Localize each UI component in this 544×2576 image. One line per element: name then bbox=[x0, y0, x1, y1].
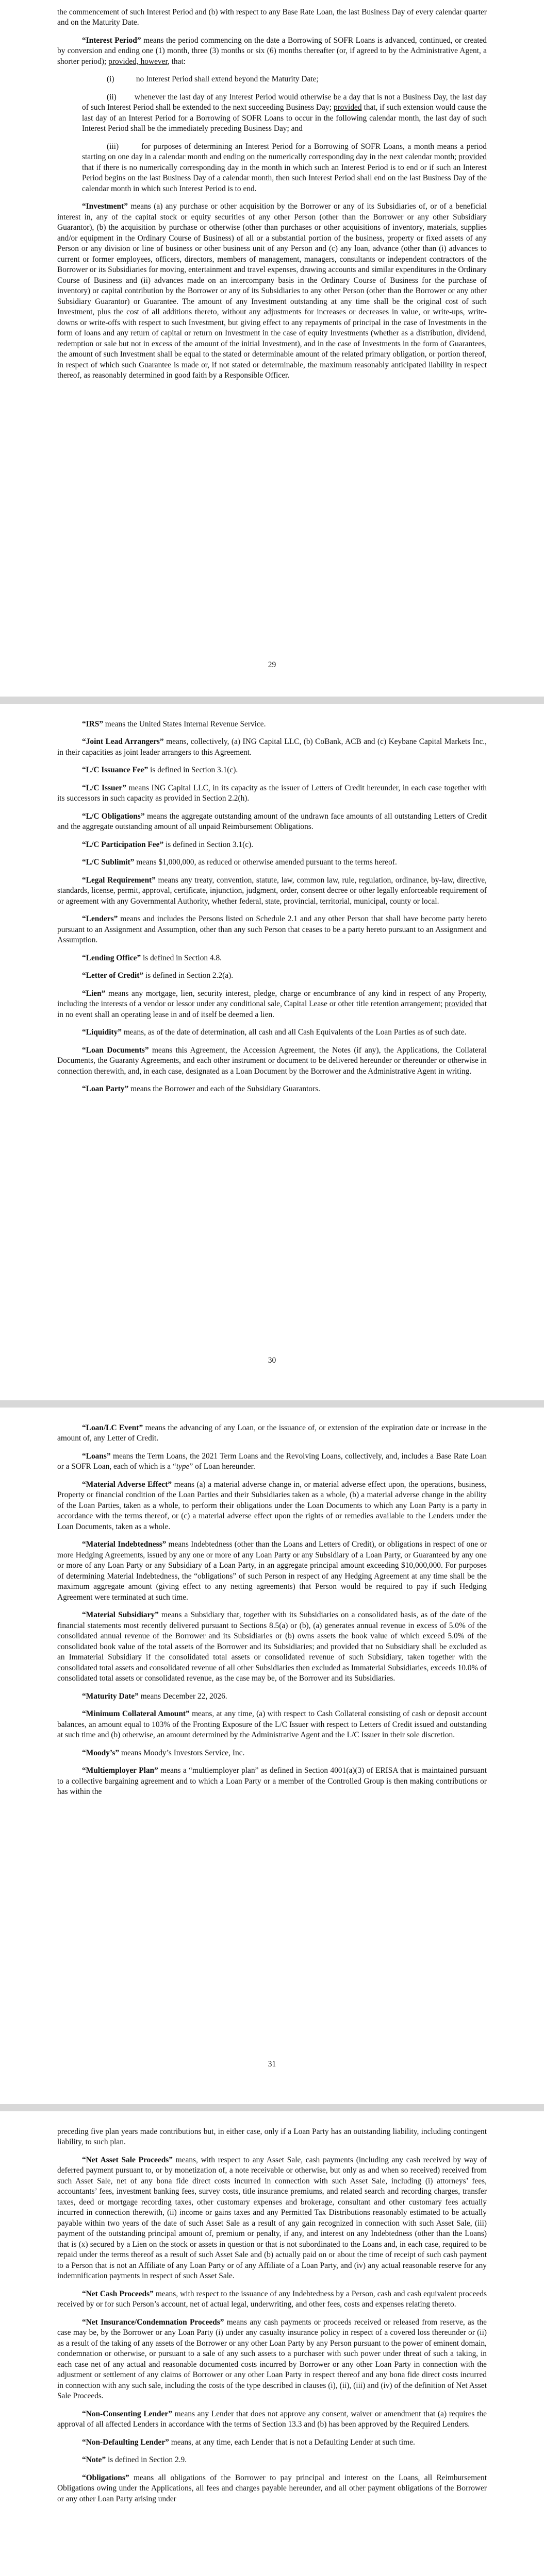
clause-ii: (ii) whenever the last day of any Interest Period would otherwise be a day that is not a Business Day, the last day of such Interest Period shall be extended to the next succeeding Business Day; provided that, if such extension would cause the last day of an Interest Period for a Borrowing of SOFR Loans to occur in the following calendar month, the last day of such Interest Period shall be the immediately preceding Business Day; and bbox=[82, 92, 487, 133]
definition-liquidity: “Liquidity” means, as of the date of determination, all cash and all Cash Equivalents of the Loan Parties as of such date. bbox=[82, 1028, 467, 1037]
definition-lc-obligations: “L/C Obligations” means the aggregate outstanding amount of the undrawn face amounts of all outstanding Letters of Credit and the aggregate outstanding amount of all unpaid Reimbursement Obligations. bbox=[57, 811, 487, 832]
definition-lenders: “Lenders” means and includes the Persons listed on Schedule 2.1 and any other Person that shall have become party hereto pursuant to an Assignment and Assumption, other than any such Person that ceases to be a party hereto pursuant to an Assignment and Assumption. bbox=[57, 914, 487, 945]
definition-obligations: “Obligations” means all obligations of the Borrower to pay principal and interest on the Loans, all Reimbursement Obligations owing under the Applications, all fees and charges payable hereunder, and all other payment obligations of the Borrower or any other Loan Party arising under bbox=[57, 2473, 487, 2503]
definition-irs: “IRS” means the United States Internal Revenue Service. bbox=[82, 720, 266, 728]
definition-lien: “Lien” means any mortgage, lien, security interest, pledge, charge or encumbrance of any kind in respect of any Property, including the interests of a vendor or lessor under any conditional sale, Capital Lease or other title retention arrangement; provided that in no event shall an operating lease in and of itself be deemed a lien. bbox=[57, 989, 487, 1019]
definition-lc-issuer: “L/C Issuer” means ING Capital LLC, in its capacity as the issuer of Letters of Credit hereunder, in each case together with its successors in such capacity as provided in Section 2.2(h). bbox=[57, 783, 487, 803]
definition-material-adverse-effect: “Material Adverse Effect” means (a) a material adverse change in, or material adverse effect upon, the operations, business, Property or financial condition of the Loan Parties and their Subsidiaries taken as a whole, (b) a material adverse change in the ability of the Loan Parties, taken as a whole, to perform their obligations under the Loan Documents to which any Loan Party is a party in accordance with the terms thereof, or (c) a material adverse effect upon the rights of or remedies available to the Lenders under the Loan Documents, taken as a whole. bbox=[57, 1480, 487, 1531]
defined-term: “Interest Period” bbox=[82, 36, 141, 45]
definition-loans: “Loans” means the Term Loans, the 2021 Term Loans and the Revolving Loans, collectively, and, includes a Base Rate Loan or a SOFR Loan, each of which is a “type” of Loan hereunder. bbox=[57, 1451, 487, 1471]
definition-material-indebtedness: “Material Indebtedness” means Indebtedness (other than the Loans and Letters of Credit), or obligations in respect of one or more Hedging Agreements, issued by any one or more of any Loan Party or any Subsidiary of a Loan Party, or Guaranteed by any one or more of any Loan Party or any Subsidiary of a Loan Party, in an aggregate principal amount exceeding $10,000,000. For purposes of determining Material Indebtedness, the “obligations” of such Person in respect of any Hedging Agreement at any time shall be the maximum aggregate amount (giving effect to any netting agreements) that Person would be required to pay if such Hedging Agreement were terminated at such time. bbox=[57, 1540, 487, 1602]
definition-net-asset-sale-proceeds: “Net Asset Sale Proceeds” means, with respect to any Asset Sale, cash payments (including any cash received by way of deferred payment pursuant to, or by monetization of, a note receivable or otherwise, but only as and when so received) received from such Asset Sale, net of any bona fide direct costs incurred in connection with such Asset Sale, including (i) attorneys’ fees, accountants’ fees, investment banking fees, survey costs, title insurance premiums, and related search and recording charges, transfer taxes, deed or mortgage recording taxes, other customary expenses and brokerage, consultant and other customary fees actually incurred in connection therewith, (ii) income or gains taxes and any Permitted Tax Distributions reasonably estimated to be actually payable within two years of the date of such Asset Sale as a result of any gain recognized in connection with such Asset Sale, (iii) payment of the outstanding principal amount of, premium or penalty, if any, and interest on any Indebtedness (other than the Loans) that is (x) secured by a Lien on the stock or assets in question or that is not subordinated to the Loans and, in each case, required to be repaid under the terms thereof as a result of such Asset Sale and (b) actually paid on or about the time of receipt of such cash payment to a Person that is not an Affiliate of any Loan Party or of any Affiliate of a Loan Party, and (iv) any actual reasonable reserve for any indemnification payments in respect of such Asset Sale. bbox=[57, 2155, 487, 2281]
clause-i: (i) no Interest Period shall extend beyond the Maturity Date; bbox=[107, 75, 319, 84]
definition-lending-office: “Lending Office” is defined in Section 4.8. bbox=[82, 953, 222, 962]
definition-multiemployer-plan: “Multiemployer Plan” means a “multiemployer plan” as defined in Section 4001(a)(3) of ERISA that is maintained pursuant to a collective bargaining agreement and to which a Loan Party or a member of the Controlled Group is then making contributions or has within the bbox=[57, 1766, 487, 1797]
definition-non-defaulting-lender: “Non-Defaulting Lender” means, at any time, each Lender that is not a Defaulting Lender at such time. bbox=[82, 2437, 415, 2447]
definition-minimum-collateral-amount: “Minimum Collateral Amount” means, at any time, (a) with respect to Cash Collateral consisting of cash or deposit account balances, an amount equal to 103% of the Fronting Exposure of the L/C Issuer with respect to Letters of Credit issued and outstanding at such time and (b) otherwise, an amount determined by the Administrative Agent and the L/C Issuer in their sole discretion. bbox=[57, 1709, 487, 1740]
document-page-29 bbox=[0, 0, 544, 697]
definition-lc-issuance-fee: “L/C Issuance Fee” is defined in Section 3.1(c). bbox=[82, 766, 238, 775]
definition-material-subsidiary: “Material Subsidiary” means a Subsidiary that, together with its Subsidiaries on a consolidated basis, as of the date of the financial statements most recently delivered pursuant to Sections 8.5(a) or (b), (a) generates annual revenue in excess of 5.0% of the consolidated annual revenue of the Borrower and its Subsidiaries or (b) owns assets the book value of which exceed 5.0% of the consolidated book value of the total assets of the Borrower and its Subsidiaries; and provided that no Subsidiary shall be excluded as an Immaterial Subsidiary if the consolidated total assets or consolidated revenue of such Subsidiary, taken together with the consolidated total assets and consolidated revenue of all other Subsidiaries then excluded as Immaterial Subsidiaries, exceeds 10.0% of consolidated total assets or consolidated revenue, as the case may be, of the Borrower and its Subsidiaries. bbox=[57, 1611, 487, 1683]
definition-loan-documents: “Loan Documents” means this Agreement, the Accession Agreement, the Notes (if any), the Applications, the Collateral Documents, the Guaranty Agreements, and each other instrument or document to be delivered hereunder or thereunder or otherwise in connection therewith, and, in each case, designated as a Loan Document by the Borrower and the Administrative Agent in writing. bbox=[57, 1045, 487, 1076]
definition-loan-party: “Loan Party” means the Borrower and each of the Subsidiary Guarantors. bbox=[82, 1084, 321, 1094]
definition-interest-period: “Interest Period” means the period commencing on the date a Borrowing of SOFR Loans is advanced, continued, or created by conversion and ending one (1) month, three (3) months or six (6) months thereafter (or, if agreed to by the Administrative Agent, a shorter period); provided, however, that: bbox=[57, 36, 487, 66]
definition-non-consenting-lender: “Non-Consenting Lender” means any Lender that does not approve any consent, waiver or amendment that (a) requires the approval of all affected Lenders in accordance with the terms of Section 13.3 and (b) has been approved by the Required Lenders. bbox=[57, 2409, 487, 2429]
definition-legal-requirement: “Legal Requirement” means any treaty, convention, statute, law, common law, rule, regulation, ordinance, by-law, directive, standards, license, permit, approval, certificate, injunction, judgment, order, consent decree or other legally enforceable requirement of or agreement with any Governmental Authority, whether federal, state, provincial, territorial, municipal, county or local. bbox=[57, 875, 487, 906]
clause-iii: (iii) for purposes of determining an Interest Period for a Borrowing of SOFR Loans, a month means a period starting on one day in a calendar month and ending on the numerically corresponding day in the next calendar month; provided that if there is no numerically corresponding day in the month in which such an Interest Period is to end or if such an Interest Period begins on the last Business Day of a calendar month, then such Interest Period shall end on the last Business Day of the calendar month in which such Interest Period is to end. bbox=[82, 142, 487, 193]
definition-net-insurance-condemnation-proceeds: “Net Insurance/Condemnation Proceeds” means any cash payments or proceeds received or released from reserve, as the case may be, by the Borrower or any Loan Party (i) under any casualty insurance policy in respect of a covered loss thereunder or (ii) as a result of the taking of any assets of the Borrower or any other Loan Party by any Person pursuant to the power of eminent domain, condemnation or otherwise, or pursuant to a sale of any such assets to a purchaser with such power under threat of such a taking, in each case net of any actual and reasonable documented costs incurred by Borrower or any other Loan Party in connection with the adjustment or settlement of any claims of Borrower or any other Loan Party in respect thereof and any bona fide direct costs incurred in connection with any such sale, including the costs of the type described in clauses (i), (ii), (iii) and (iv) of the definition of Net Asset Sale Proceeds. bbox=[57, 2317, 487, 2401]
definition-letter-of-credit: “Letter of Credit” is defined in Section 2.2(a). bbox=[82, 971, 234, 980]
defined-term: “Investment” bbox=[82, 202, 128, 211]
definition-joint-lead-arrangers: “Joint Lead Arrangers” means, collectively, (a) ING Capital LLC, (b) CoBank, ACB and (c) Keybane Capital Markets Inc., in their capacities as joint leader arrangers to this Agreement. bbox=[57, 737, 487, 757]
definition-loan-lc-event: “Loan/LC Event” means the advancing of any Loan, or the issuance of, or extension of the expiration date or increase in the amount of, any Letter of Credit. bbox=[57, 1423, 487, 1443]
definition-net-cash-proceeds: “Net Cash Proceeds” means, with respect to the issuance of any Indebtedness by a Person, cash and cash equivalent proceeds received by or for such Person’s account, net of actual legal, underwriting, and other fees, costs and expenses relating thereto. bbox=[57, 2289, 487, 2309]
page-number: 30 bbox=[268, 1356, 276, 1365]
document-page-31 bbox=[0, 1408, 544, 2104]
definition-lc-participation-fee: “L/C Participation Fee” is defined in Section 3.1(c). bbox=[82, 840, 254, 849]
definition-lc-sublimit: “L/C Sublimit” means $1,000,000, as reduced or otherwise amended pursuant to the terms hereof. bbox=[82, 858, 397, 867]
definition-maturity-date: “Maturity Date” means December 22, 2026. bbox=[82, 1691, 227, 1701]
document-page-32 bbox=[0, 2111, 544, 2576]
definition-moodys: “Moody’s” means Moody’s Investors Service, Inc. bbox=[82, 1748, 245, 1757]
page-number: 31 bbox=[268, 2060, 276, 2069]
continuation-paragraph: preceding five plan years made contributions but, in either case, only if a Loan Party has an outstanding liability, including contingent liability, to such plan. bbox=[57, 2127, 487, 2147]
definition-investment: “Investment” means (a) any purchase or other acquisition by the Borrower or any of its Subsidiaries of, or of a beneficial interest in, any of the capital stock or equity securities of any other Person (other than the Borrower or any other Subsidiary Guarantor), (b) the acquisition by purchase or otherwise (other than purchases or other acquisitions of inventory, materials, supplies and/or equipment in the Ordinary Course of Business) of all or a substantial portion of the business, property or fixed assets of any Person or any division or line of business or other business unit of any Person and (c) any loan, advance (other than (i) advances to current or former employees, officers, directors, members of management, managers, consultants or independent contractors of the Borrower or its Subsidiaries for moving, entertainment and travel expenses, drawing accounts and similar expenditures in the Ordinary Course of Business and (ii) advances made on an intercompany basis in the Ordinary Course of Business for the purchase of inventory) or capital contribution by the Borrower or any of its Subsidiaries to any other Person (other than the Borrower or any other Subsidiary Guarantor) or Guarantee. The amount of any Investment outstanding at any time shall be the original cost of such Investment, plus the cost of all additions thereto, without any adjustments for increases or decreases in value, or write-ups, write-downs or write-offs with respect to such Investment, but giving effect to any repayments of principal in the case of Investments in the form of loans and any return of capital or return on Investment in the case of equity Investments (whether as a distribution, dividend, redemption or sale but not in excess of the amount of the initial Investment), and in the case of Investments in the form of Guarantees, the amount of such Investment shall be equal to the stated or determinable amount of the related primary obligation, or portion thereof, in respect of which such Guarantee is made or, if not stated or determinable, the maximum reasonably anticipated liability in respect thereof, as reasonably determined in good faith by a Responsible Officer. bbox=[57, 202, 487, 380]
document-page-30 bbox=[0, 704, 544, 1400]
continuation-paragraph: the commencement of such Interest Period and (b) with respect to any Base Rate Loan, the last Business Day of every calendar quarter and on the Maturity Date. bbox=[57, 8, 487, 27]
definition-note: “Note” is defined in Section 2.9. bbox=[82, 2455, 187, 2465]
page-number: 29 bbox=[268, 660, 276, 669]
